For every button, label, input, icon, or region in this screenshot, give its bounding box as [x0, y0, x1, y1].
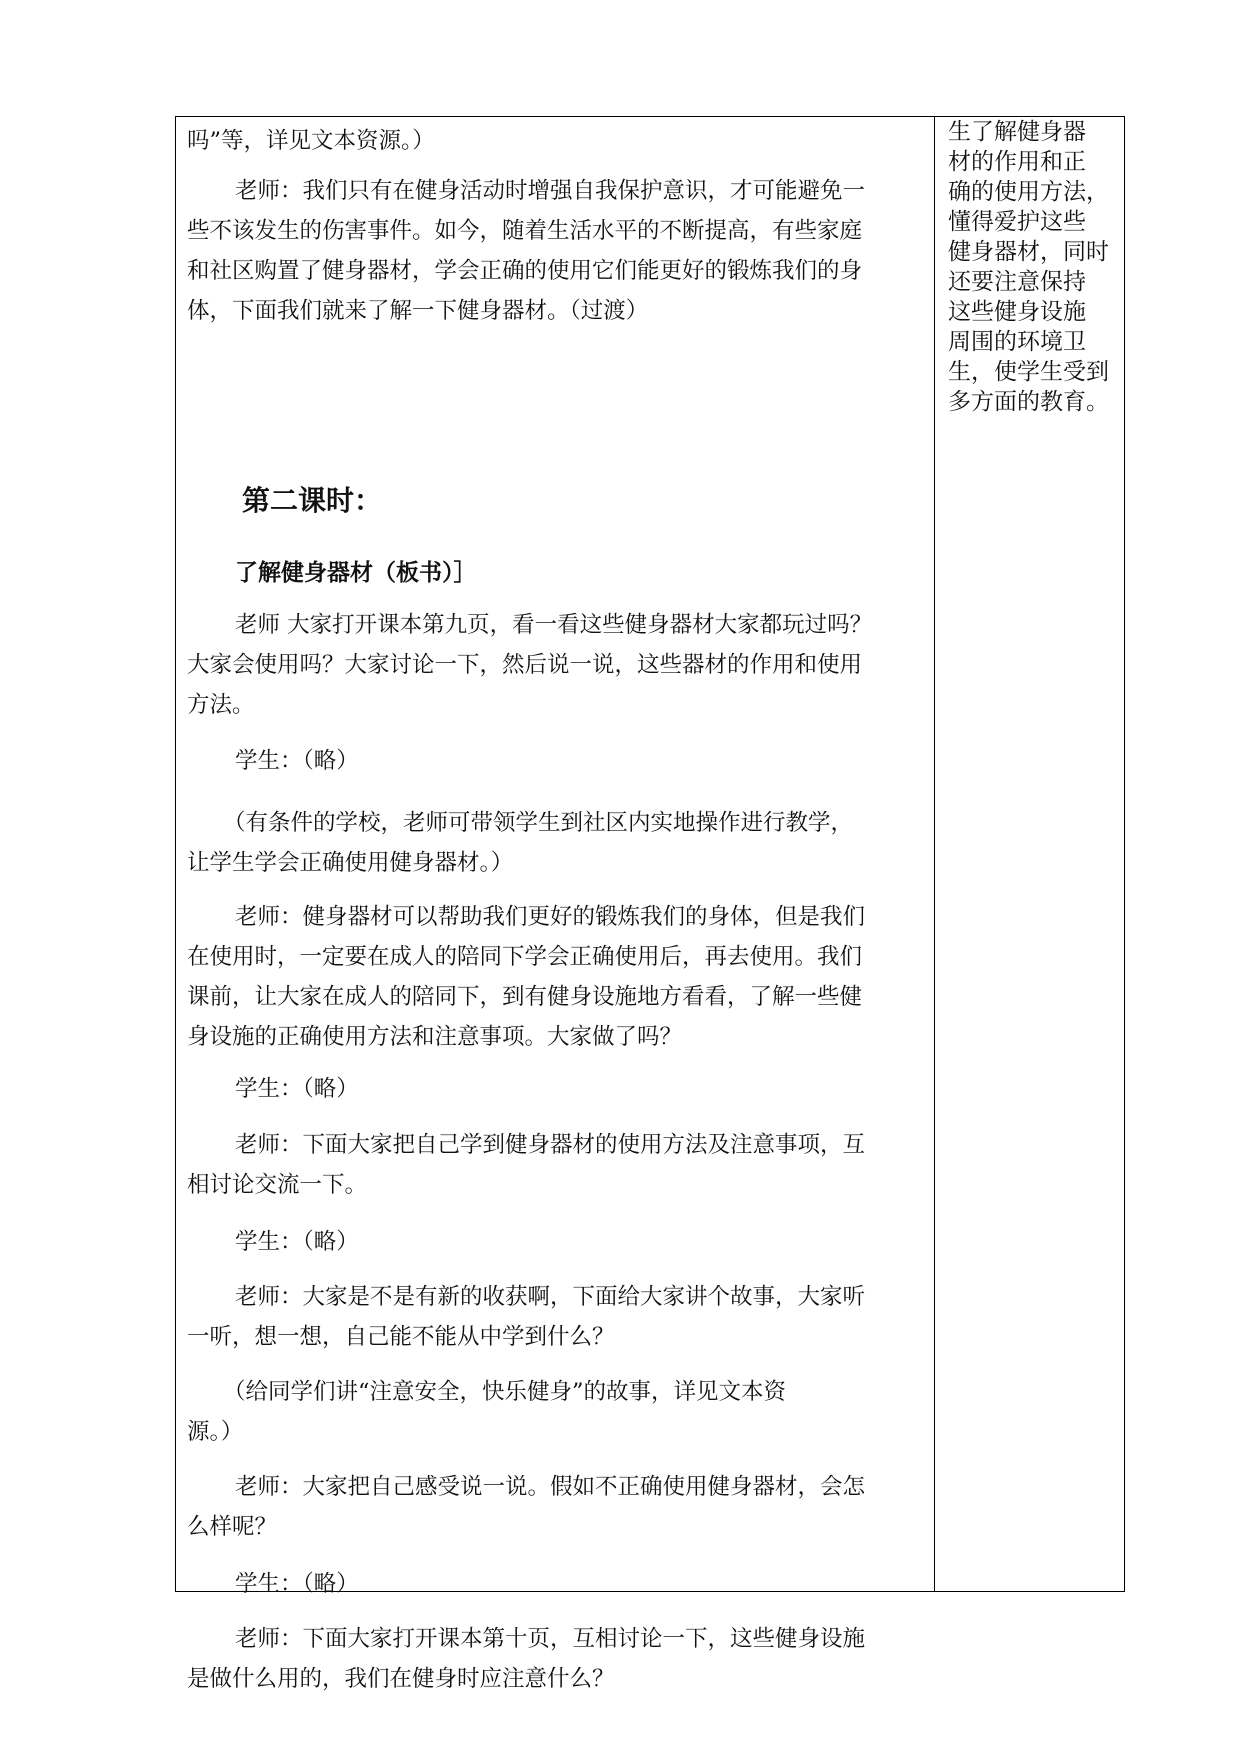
paragraph-12	[187, 1467, 922, 1547]
text-line: 老师：下面大家把自己学到健身器材的使用方法及注意事项，互	[235, 1132, 866, 1158]
lesson-plan-table	[175, 116, 1125, 1692]
text-line: （有条件的学校，老师可带领学生到社区内实地操作进行教学，	[223, 810, 854, 836]
text-line: 学生：（略）	[235, 1571, 359, 1597]
text-line: 相讨论交流一下。	[187, 1172, 368, 1198]
paragraph-3	[187, 605, 922, 725]
text-line: 老师：下面大家打开课本第十页，互相讨论一下，这些健身设施	[235, 1626, 866, 1652]
text-line: 老师：大家把自己感受说一说。假如不正确使用健身器材，会怎	[235, 1474, 866, 1500]
text-line: 学生：（略）	[235, 748, 359, 774]
side-note-line: 多方面的教育。	[948, 389, 1109, 415]
text-line: （给同学们讲“注意安全，快乐健身”的故事，详见文本资	[223, 1379, 787, 1405]
design-intent-column	[948, 117, 1116, 417]
side-note-line: 懂得爱护这些	[948, 209, 1086, 235]
text-line: 一听，想一想，自己能不能从中学到什么？	[187, 1324, 615, 1350]
side-note-line: 还要注意保持	[948, 269, 1086, 295]
side-note-line: 周围的环境卫	[948, 329, 1086, 355]
text-line: 学生：（略）	[235, 1076, 359, 1102]
paragraph-13	[187, 1564, 922, 1604]
text-line: 老师 大家打开课本第九页，看一看这些健身器材大家都玩过吗？	[235, 612, 873, 638]
paragraph-8	[187, 1125, 922, 1205]
paragraph-9	[187, 1222, 922, 1262]
text-line: 吗”等，详见文本资源。）	[187, 128, 435, 154]
column-divider	[934, 117, 935, 1591]
text-line: 是做什么用的，我们在健身时应注意什么？	[187, 1666, 615, 1692]
text-line: 大家会使用吗？大家讨论一下，然后说一说，这些器材的作用和使用	[187, 652, 863, 678]
paragraph-4	[187, 741, 922, 781]
side-note-line: 这些健身设施	[948, 299, 1086, 325]
paragraph-6	[187, 897, 922, 1057]
side-note-line: 生了解健身器	[948, 119, 1086, 145]
text-line: 老师：健身器材可以帮助我们更好的锻炼我们的身体，但是我们	[235, 904, 866, 930]
text-line: 课前，让大家在成人的陪同下，到有健身设施地方看看，了解一些健	[187, 984, 863, 1010]
text-line: 源。）	[187, 1419, 244, 1445]
lesson-heading: 第二课时：	[242, 484, 383, 517]
text-line: 么样呢？	[187, 1514, 278, 1540]
topic-heading: 了解健身器材（板书）］	[235, 560, 477, 586]
text-line: 学生：（略）	[235, 1229, 359, 1255]
side-note-line: 生，使学生受到	[948, 359, 1109, 385]
text-line: 老师：我们只有在健身活动时增强自我保护意识，才可能避免一	[235, 178, 866, 204]
paragraph-7	[187, 1069, 922, 1109]
text-line: 在使用时，一定要在成人的陪同下学会正确使用后，再去使用。我们	[187, 944, 863, 970]
text-line: 让学生学会正确使用健身器材。）	[187, 850, 514, 876]
paragraph-11	[187, 1372, 922, 1452]
side-note-line: 健身器材，同时	[948, 239, 1109, 265]
paragraph-2	[187, 171, 922, 331]
text-line: 体，下面我们就来了解一下健身器材。（过渡）	[187, 298, 649, 324]
text-line: 身设施的正确使用方法和注意事项。大家做了吗？	[187, 1024, 683, 1050]
text-line: 和社区购置了健身器材，学会正确的使用它们能更好的锻炼我们的身	[187, 258, 863, 284]
text-line: 老师：大家是不是有新的收获啊，下面给大家讲个故事，大家听	[235, 1284, 866, 1310]
paragraph-1	[187, 121, 922, 161]
text-line: 些不该发生的伤害事件。如今，随着生活水平的不断提高，有些家庭	[187, 218, 863, 244]
side-note-line: 确的使用方法，	[948, 179, 1109, 205]
paragraph-5	[187, 803, 922, 883]
side-note-line: 材的作用和正	[948, 149, 1086, 175]
paragraph-10	[187, 1277, 922, 1357]
paragraph-14	[187, 1619, 922, 1699]
text-line: 方法。	[187, 692, 255, 718]
